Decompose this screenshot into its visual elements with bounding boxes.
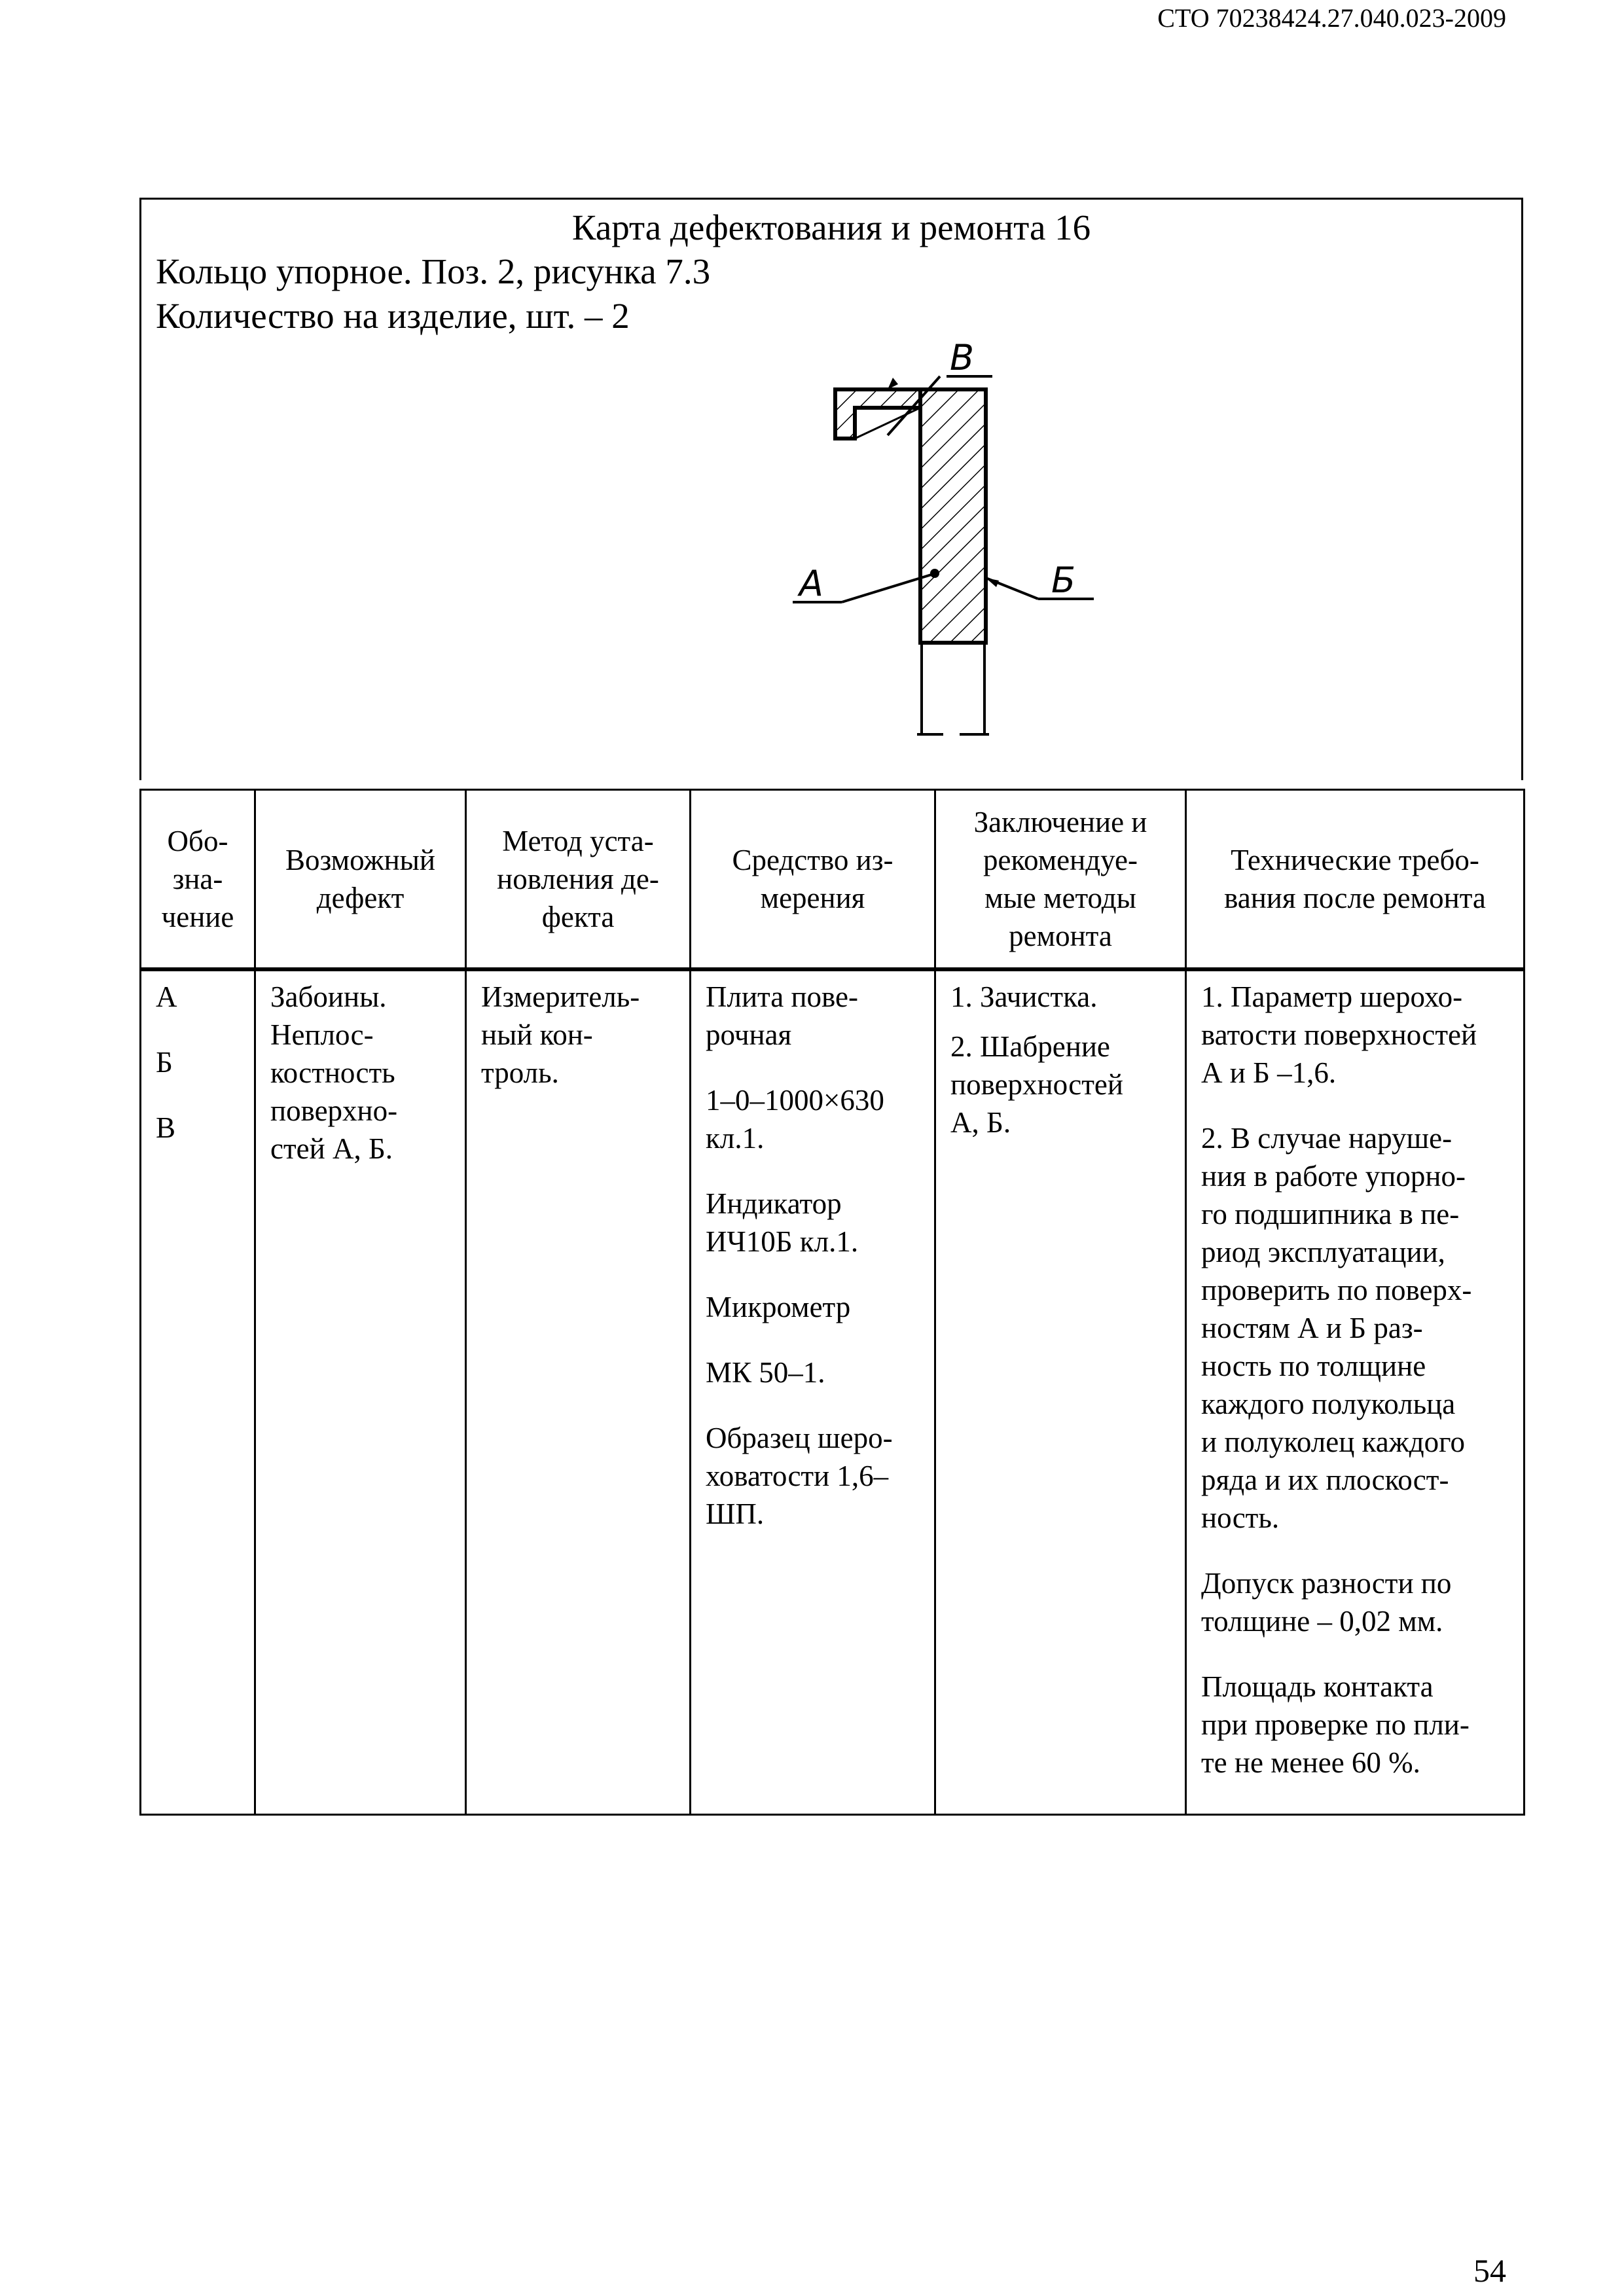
card-title: Карта дефектования и ремонта 16 <box>571 207 1091 247</box>
label-b: Б <box>1051 560 1076 601</box>
header-designation: Обо- зна- чение <box>141 790 255 970</box>
requirement-item: 1. Параметр шерохо- ватости поверхностей А и Б –1,6. <box>1201 980 1477 1089</box>
table-header-row <box>141 790 1525 970</box>
defect-card <box>139 198 1523 780</box>
mark-a: А <box>156 980 177 1013</box>
method-cell <box>466 969 691 1815</box>
header-repair: Заключение и рекомендуе- мые методы ремонта <box>935 790 1186 970</box>
table-row <box>141 969 1525 1815</box>
defect-table <box>139 789 1525 1816</box>
defect-text: Забоины. Неплос- костность поверхно- стей А, Б. <box>270 980 398 1165</box>
defect-cell <box>255 969 466 1815</box>
tool-item: Индикатор ИЧ10Б кл.1. <box>706 1187 859 1258</box>
header-method: Метод уста- новления де- фекта <box>466 790 691 970</box>
tool-item: 1–0–1000×630 кл.1. <box>706 1084 884 1155</box>
tool-item: Плита пове- рочная <box>706 980 858 1051</box>
header-tools: Средство из- мерения <box>691 790 935 970</box>
label-v: В <box>950 337 975 378</box>
label-a: А <box>799 563 823 604</box>
requirements-cell <box>1186 969 1525 1815</box>
tool-item: Микрометр <box>706 1291 851 1323</box>
quantity-line: Количество на изделие, шт. – 2 <box>156 296 630 336</box>
part-name-line: Кольцо упорное. Поз. 2, рисунка 7.3 <box>156 251 711 291</box>
mark-v: В <box>156 1111 176 1144</box>
repair-cell <box>935 969 1186 1815</box>
document-code: СТО 70238424.27.040.023-2009 <box>1157 3 1506 33</box>
tool-item: Образец шеро- ховатости 1,6– ШП. <box>706 1422 893 1530</box>
mark-b: Б <box>156 1046 173 1079</box>
designation-cell <box>141 969 255 1815</box>
thrust-ring-section-drawing <box>685 337 1143 782</box>
repair-item: 1. Зачистка. <box>950 980 1098 1013</box>
requirement-item: Допуск разности по толщине – 0,02 мм. <box>1201 1567 1452 1638</box>
page-number: 54 <box>1473 2252 1506 2289</box>
tool-item: МК 50–1. <box>706 1356 825 1389</box>
header-defect: Возможный дефект <box>255 790 466 970</box>
repair-item: 2. Шабрение поверхностей А, Б. <box>950 1030 1123 1139</box>
tools-cell <box>691 969 935 1815</box>
requirement-item: 2. В случае наруше- ния в работе упорно- го подшипника в пе- риод эксплуатации, проверить по поверх- ностям А и Б раз- ность по толщине каждого полукольца и полуколец каждого ряда и их плоскост- ность. <box>1201 1122 1472 1534</box>
method-text: Измеритель- ный кон- троль. <box>481 980 640 1089</box>
requirement-item: Площадь контакта при проверке по пли- те не менее 60 %. <box>1201 1670 1470 1779</box>
header-requirements: Технические требо- вания после ремонта <box>1186 790 1525 970</box>
